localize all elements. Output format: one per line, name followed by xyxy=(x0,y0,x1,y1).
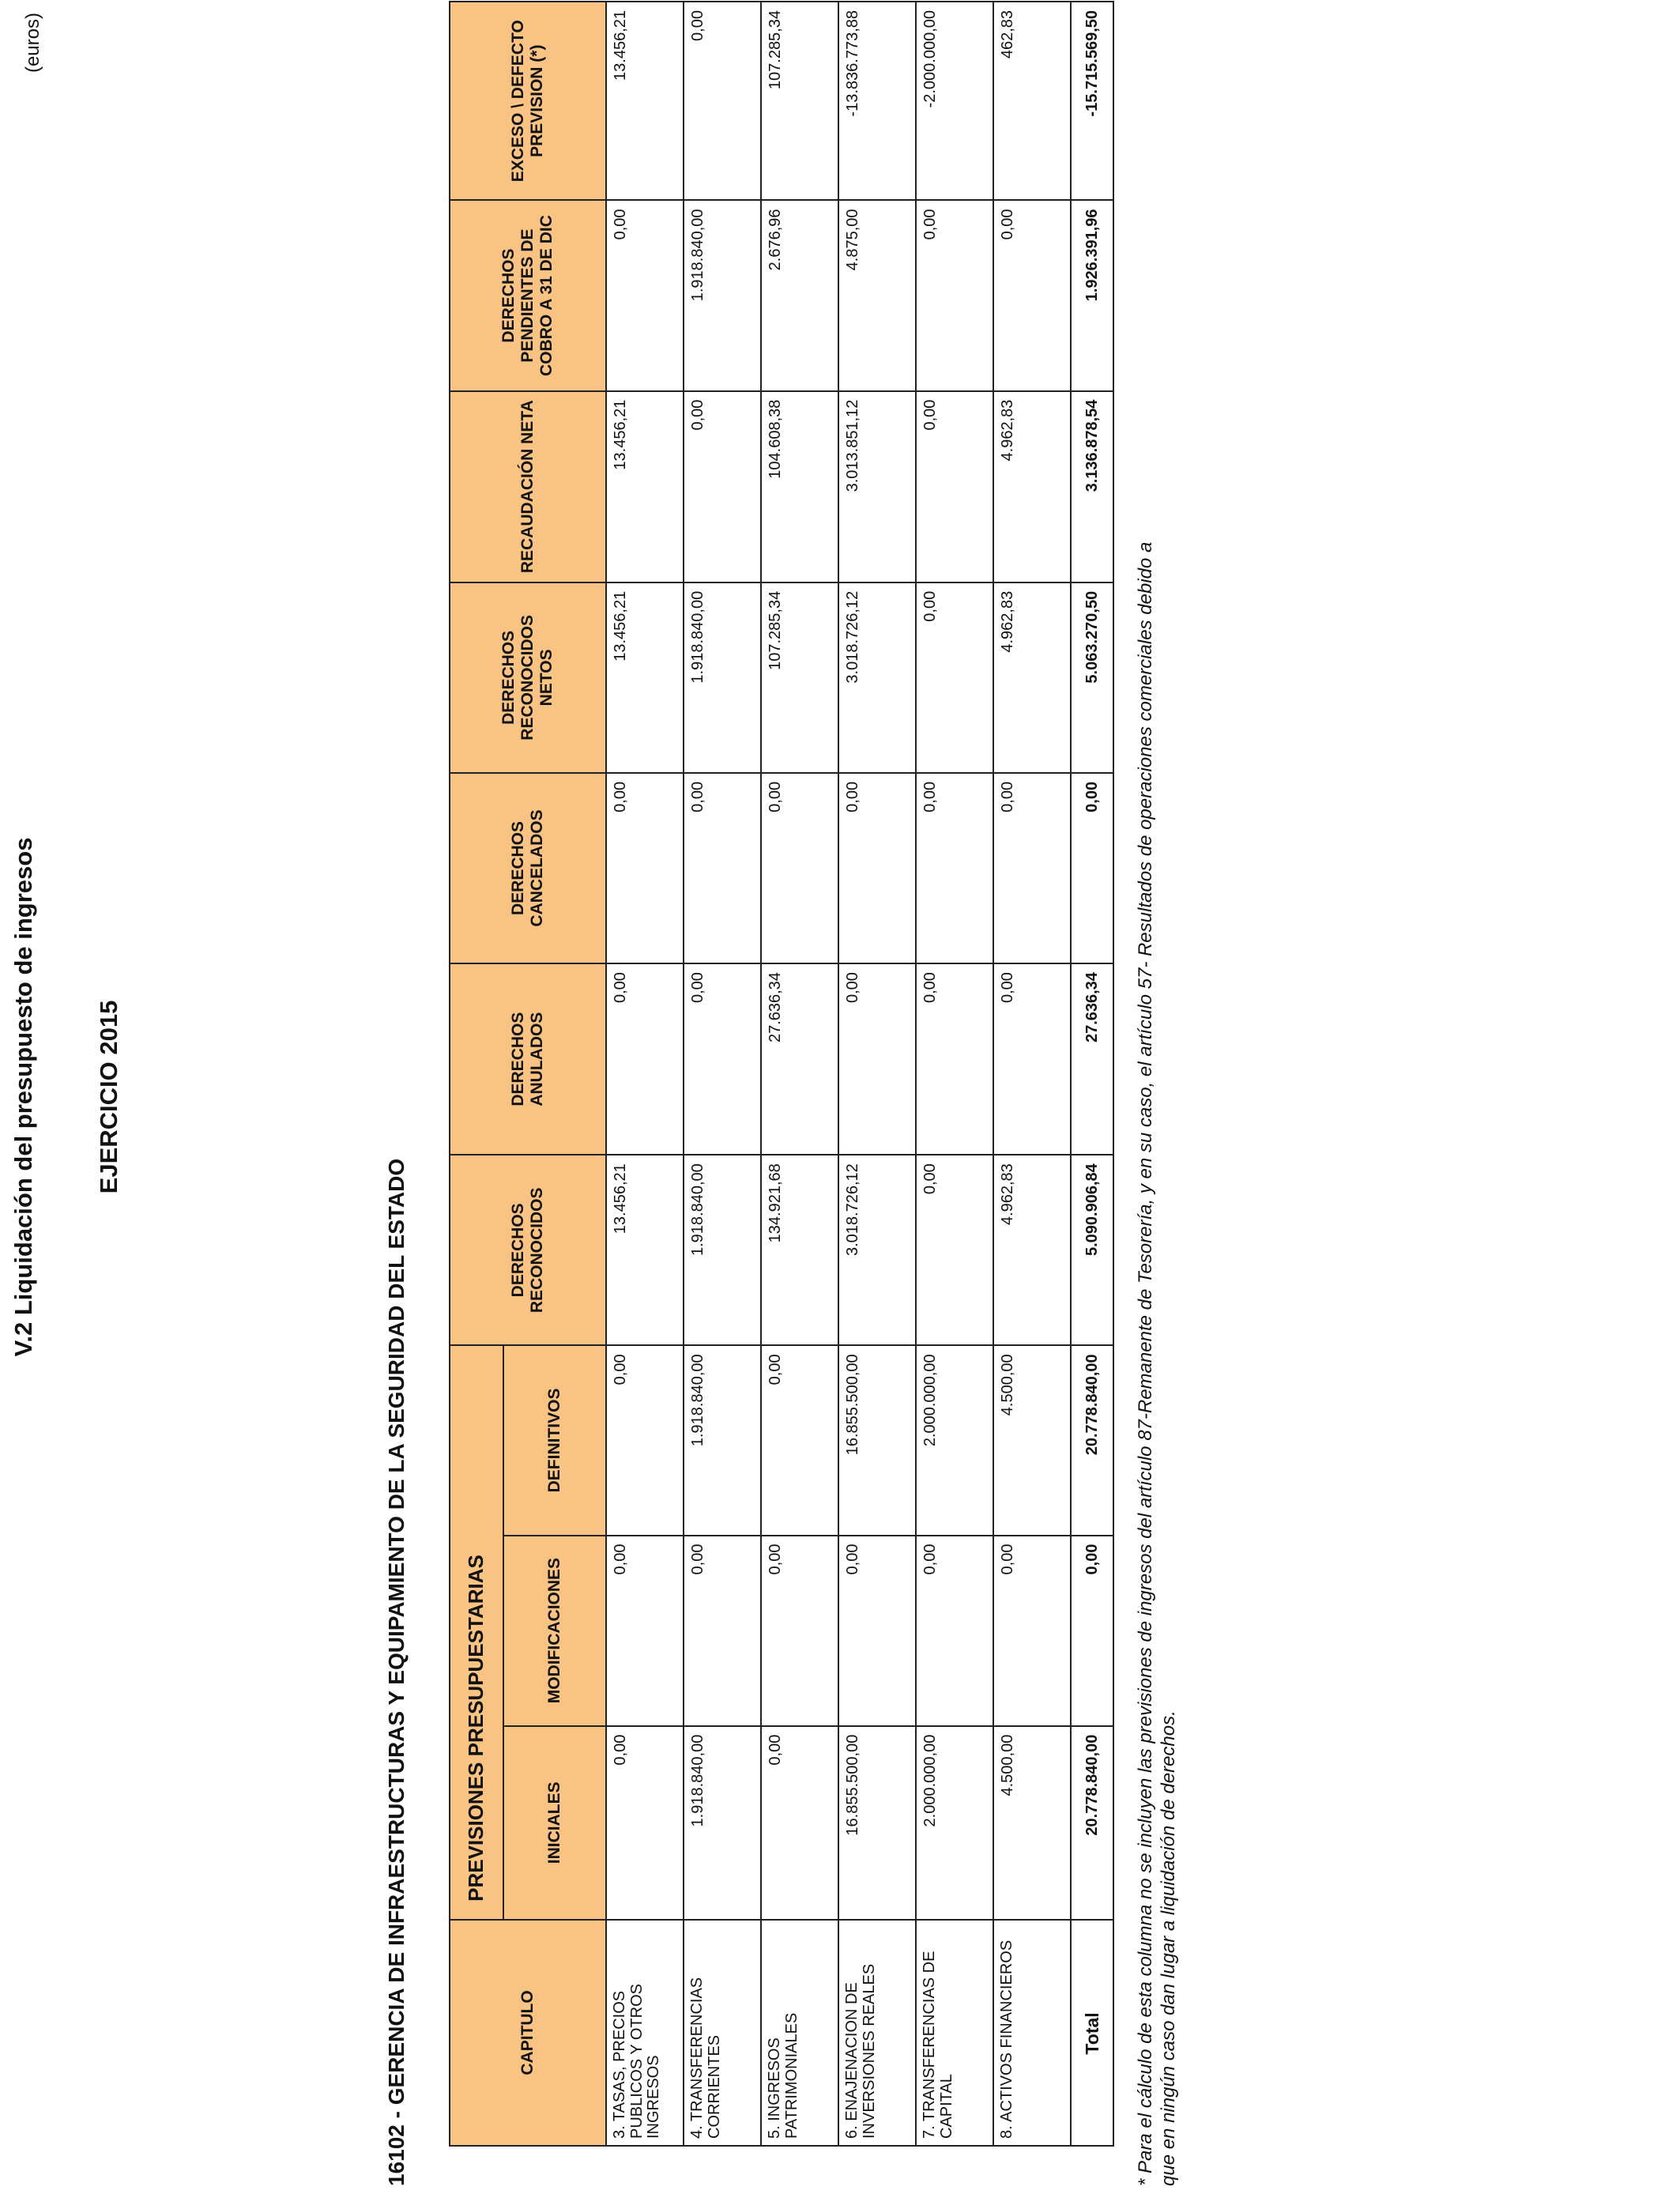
col-header-cancelados: DERECHOS CANCELADOS xyxy=(450,773,606,963)
col-header-exceso: EXCESO \ DEFECTO PREVISION (*) xyxy=(450,2,606,200)
cell-cancelados: 0,00 xyxy=(838,773,916,963)
cell-anulados: 0,00 xyxy=(838,963,916,1155)
cell-definitivos: 16.855.500,00 xyxy=(838,1345,916,1535)
cell-cancelados: 0,00 xyxy=(916,773,993,963)
col-header-capitulo: CAPITULO xyxy=(450,1920,606,2146)
cell-definitivos: 0,00 xyxy=(606,1345,684,1535)
cell-reconocidos: 0,00 xyxy=(916,1155,993,1345)
total-pendientes: 1.926.391,96 xyxy=(1071,200,1113,390)
col-header-iniciales: INICIALES xyxy=(503,1726,606,1920)
cell-anulados: 0,00 xyxy=(916,963,993,1155)
table-row xyxy=(993,2,1071,2146)
col-header-recaudacion: RECAUDACIÓN NETA xyxy=(450,391,606,582)
row-label: 5. INGRESOS PATRIMONIALES xyxy=(761,1920,838,2146)
cell-netos: 1.918.840,00 xyxy=(684,582,761,773)
cell-definitivos: 2.000.000,00 xyxy=(916,1345,993,1535)
cell-pendientes: 4.875,00 xyxy=(838,200,916,390)
cell-pendientes: 1.918.840,00 xyxy=(684,200,761,390)
row-label: 3. TASAS, PRECIOS PUBLICOS Y OTROS INGRESOS xyxy=(606,1920,684,2146)
table-row xyxy=(606,2,684,2146)
col-header-pendientes: DERECHOS PENDIENTES DE COBRO A 31 DE DIC xyxy=(450,200,606,390)
total-iniciales: 20.778.840,00 xyxy=(1071,1726,1113,1920)
budget-income-table xyxy=(449,1,1114,2147)
col-header-anulados: DERECHOS ANULADOS xyxy=(450,963,606,1155)
cell-iniciales: 0,00 xyxy=(606,1726,684,1920)
cell-iniciales: 0,00 xyxy=(761,1726,838,1920)
entity-title: 16102 - GERENCIA DE INFRAESTRUCTURAS Y EQUIPAMIENTO DE LA SEGURIDAD DEL ESTADO xyxy=(384,1158,409,2186)
cell-iniciales: 4.500,00 xyxy=(993,1726,1071,1920)
cell-modificaciones: 0,00 xyxy=(993,1536,1071,1726)
row-label: 6. ENAJENACION DE INVERSIONES REALES xyxy=(838,1920,916,2146)
total-row xyxy=(1071,2,1113,2146)
cell-cancelados: 0,00 xyxy=(761,773,838,963)
cell-anulados: 0,00 xyxy=(606,963,684,1155)
cell-exceso: -13.836.773,88 xyxy=(838,2,916,200)
row-label: 4. TRANSFERENCIAS CORRIENTES xyxy=(684,1920,761,2146)
col-header-modificaciones: MODIFICACIONES xyxy=(503,1536,606,1726)
cell-definitivos: 0,00 xyxy=(761,1345,838,1535)
row-label: 7. TRANSFERENCIAS DE CAPITAL xyxy=(916,1920,993,2146)
cell-pendientes: 0,00 xyxy=(993,200,1071,390)
cell-modificaciones: 0,00 xyxy=(916,1536,993,1726)
cell-netos: 13.456,21 xyxy=(606,582,684,773)
currency-units: (euros) xyxy=(22,13,43,74)
cell-anulados: 0,00 xyxy=(993,963,1071,1155)
cell-pendientes: 2.676,96 xyxy=(761,200,838,390)
cell-recaudacion: 3.013.851,12 xyxy=(838,391,916,582)
total-netos: 5.063.270,50 xyxy=(1071,582,1113,773)
cell-definitivos: 4.500,00 xyxy=(993,1345,1071,1535)
cell-reconocidos: 13.456,21 xyxy=(606,1155,684,1345)
cell-reconocidos: 134.921,68 xyxy=(761,1155,838,1345)
total-definitivos: 20.778.840,00 xyxy=(1071,1345,1113,1535)
cell-recaudacion: 0,00 xyxy=(916,391,993,582)
cell-cancelados: 0,00 xyxy=(606,773,684,963)
cell-iniciales: 2.000.000,00 xyxy=(916,1726,993,1920)
cell-modificaciones: 0,00 xyxy=(838,1536,916,1726)
total-recaudacion: 3.136.878,54 xyxy=(1071,391,1113,582)
col-group-previsiones: PREVISIONES PRESUPUESTARIAS xyxy=(450,1345,503,1920)
page-title: V.2 Liquidación del presupuesto de ingresos xyxy=(9,837,37,1357)
cell-anulados: 0,00 xyxy=(684,963,761,1155)
cell-exceso: 462,83 xyxy=(993,2,1071,200)
col-header-reconocidos: DERECHOS RECONOCIDOS xyxy=(450,1155,606,1345)
cell-netos: 0,00 xyxy=(916,582,993,773)
table-row xyxy=(838,2,916,2146)
row-label: 8. ACTIVOS FINANCIEROS xyxy=(993,1920,1071,2146)
cell-exceso: -2.000.000,00 xyxy=(916,2,993,200)
cell-recaudacion: 104.608,38 xyxy=(761,391,838,582)
cell-exceso: 107.285,34 xyxy=(761,2,838,200)
cell-recaudacion: 4.962,83 xyxy=(993,391,1071,582)
total-exceso: -15.715.569,50 xyxy=(1071,2,1113,200)
cell-cancelados: 0,00 xyxy=(993,773,1071,963)
cell-iniciales: 16.855.500,00 xyxy=(838,1726,916,1920)
cell-exceso: 13.456,21 xyxy=(606,2,684,200)
cell-netos: 4.962,83 xyxy=(993,582,1071,773)
cell-definitivos: 1.918.840,00 xyxy=(684,1345,761,1535)
fiscal-year-title: EJERCICIO 2015 xyxy=(95,1000,122,1194)
cell-modificaciones: 0,00 xyxy=(684,1536,761,1726)
total-label: Total xyxy=(1071,1920,1113,2146)
total-reconocidos: 5.090.906,84 xyxy=(1071,1155,1113,1345)
cell-pendientes: 0,00 xyxy=(606,200,684,390)
cell-modificaciones: 0,00 xyxy=(761,1536,838,1726)
cell-recaudacion: 13.456,21 xyxy=(606,391,684,582)
cell-netos: 3.018.726,12 xyxy=(838,582,916,773)
cell-pendientes: 0,00 xyxy=(916,200,993,390)
cell-reconocidos: 3.018.726,12 xyxy=(838,1155,916,1345)
col-header-netos: DERECHOS RECONOCIDOS NETOS xyxy=(450,582,606,773)
footnote: * Para el cálculo de esta columna no se incluyen las previsiones de ingresos del artículo 87-Remanente de Tesorería, y en su caso, el artículo 57- Resultados de operaciones comerciales debido a que en ningún caso dan lugar a liquidación de derechos. xyxy=(1135,541,1179,2186)
col-header-definitivos: DEFINITIVOS xyxy=(503,1345,606,1535)
table-row xyxy=(916,2,993,2146)
cell-cancelados: 0,00 xyxy=(684,773,761,963)
table-row xyxy=(761,2,838,2146)
cell-anulados: 27.636,34 xyxy=(761,963,838,1155)
total-modificaciones: 0,00 xyxy=(1071,1536,1113,1726)
cell-recaudacion: 0,00 xyxy=(684,391,761,582)
cell-exceso: 0,00 xyxy=(684,2,761,200)
cell-iniciales: 1.918.840,00 xyxy=(684,1726,761,1920)
total-cancelados: 0,00 xyxy=(1071,773,1113,963)
total-anulados: 27.636,34 xyxy=(1071,963,1113,1155)
table-row xyxy=(684,2,761,2146)
cell-reconocidos: 4.962,83 xyxy=(993,1155,1071,1345)
cell-netos: 107.285,34 xyxy=(761,582,838,773)
cell-reconocidos: 1.918.840,00 xyxy=(684,1155,761,1345)
cell-modificaciones: 0,00 xyxy=(606,1536,684,1726)
